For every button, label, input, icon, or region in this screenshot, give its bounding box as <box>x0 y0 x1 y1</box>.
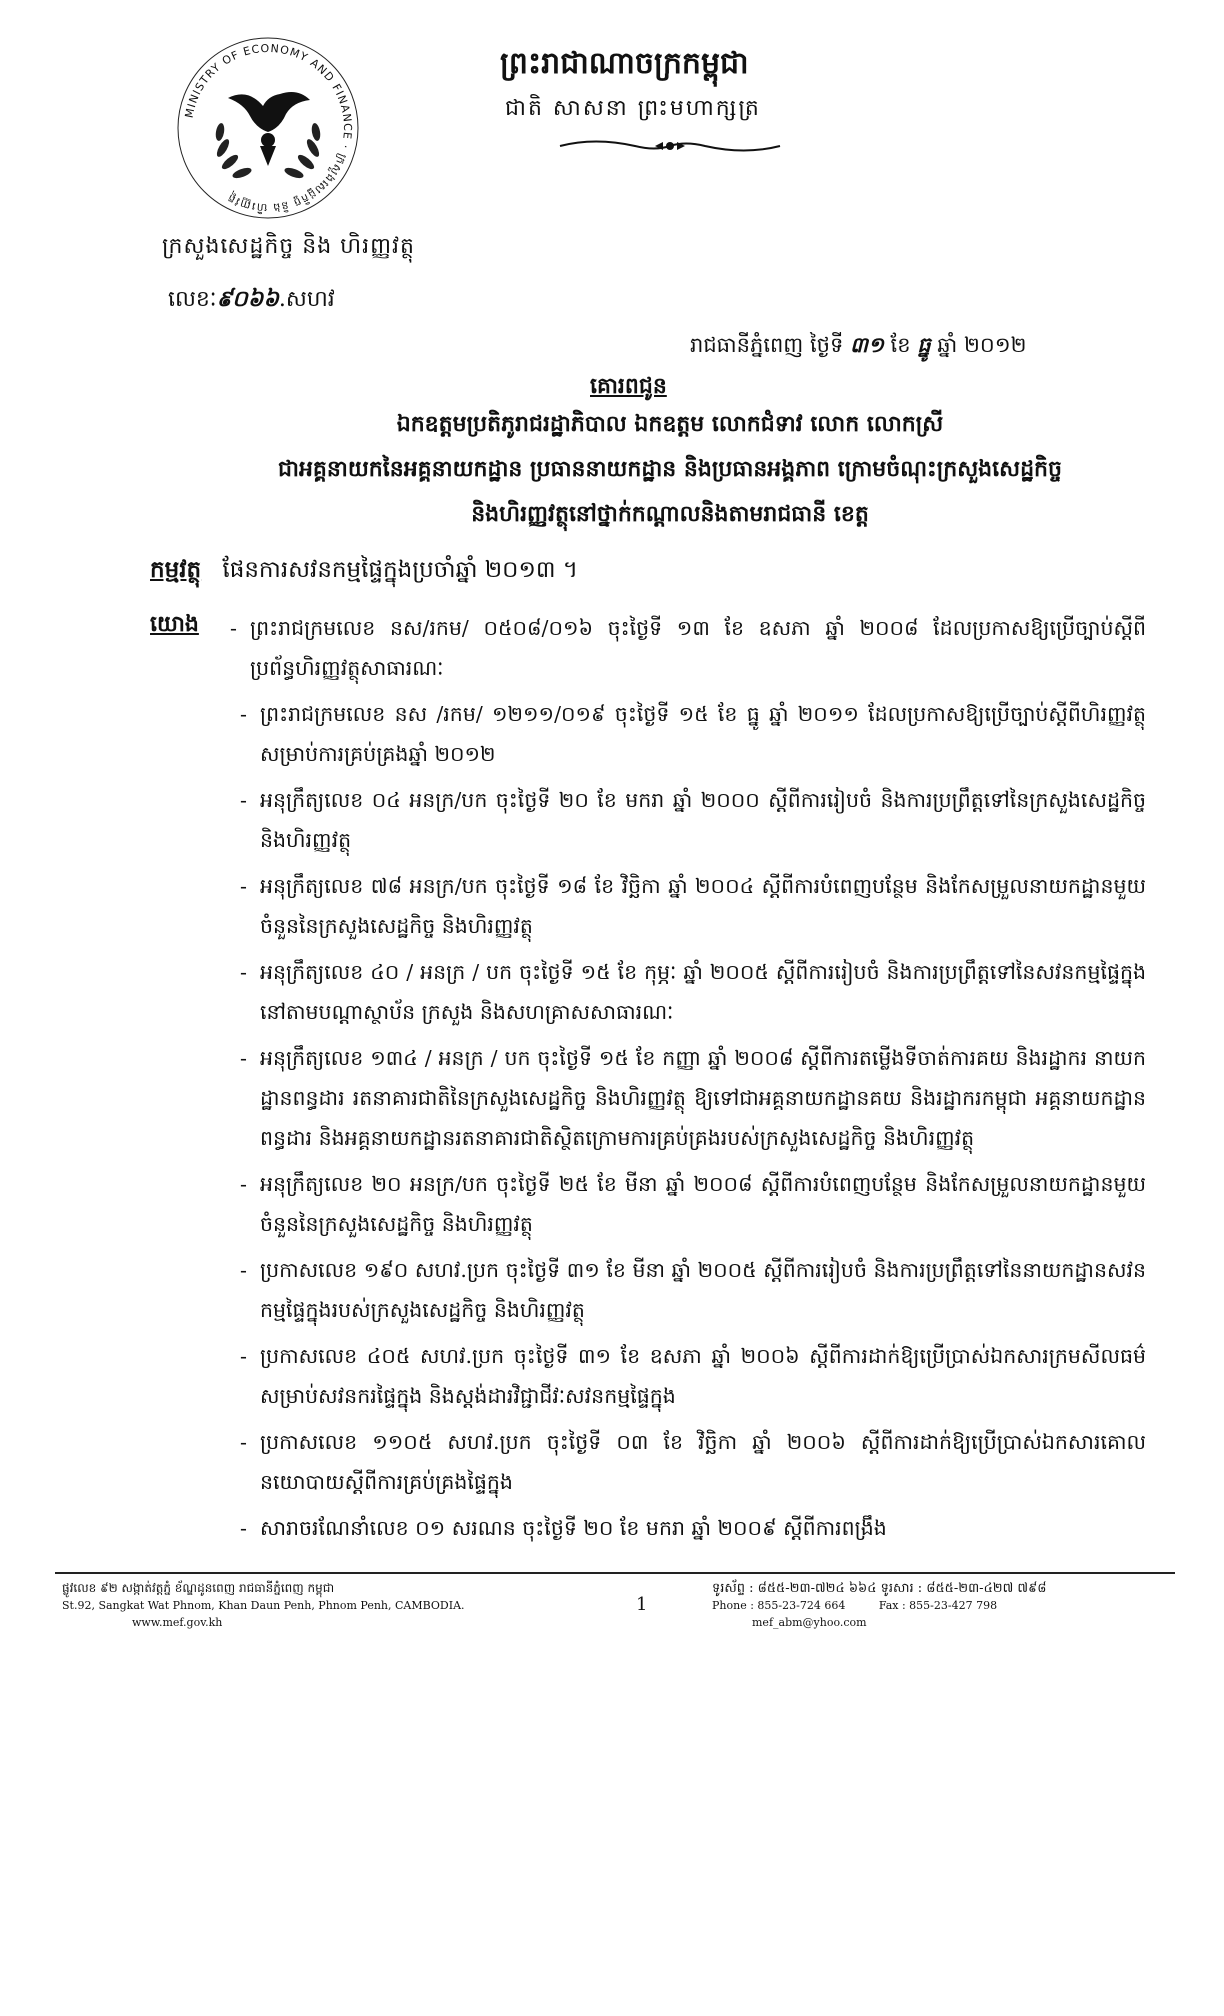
emblem-seal-icon <box>168 28 368 228</box>
recipient-line-3: និងហិរញ្ញវត្ថុនៅថ្នាក់កណ្តាលនិងតាមរាជធានី ខេត្ត <box>471 501 869 527</box>
date-day: ៣១ <box>850 332 884 357</box>
footer-address <box>62 1580 482 1631</box>
page-number: 1 <box>636 1594 648 1615</box>
reference-item: - អនុក្រឹត្យលេខ ៧៨ អនក្រ/បក ចុះថ្ងៃទី ១៨ ខែ វិច្ឆិកា ឆ្នាំ ២០០៤ ស្តីពីការបំពេញបន្ថែម និងកែសម្រួលនាយកដ្ឋានមួយចំនួននៃក្រសួងសេដ្ឋកិច្ច និងហិរញ្ញវត្ថុ <box>236 866 1146 946</box>
ministry-emblem <box>168 28 368 228</box>
reference-item: - ព្រះរាជក្រមលេខ នស/រកម/ ០៥០៨/០១៦ ចុះថ្ងៃទី ១៣ ខែ ឧសភា ឆ្នាំ ២០០៨ ដែលប្រកាសឱ្យប្រើច្បាប់ស្តីពីប្រព័ន្ធហិរញ្ញវត្ថុសាធារណៈ <box>226 608 1146 688</box>
reference-item: - អនុក្រឹត្យលេខ ១៣៤ / អនក្រ / បក ចុះថ្ងៃទី ១៥ ខែ កញ្ញា ឆ្នាំ ២០០៨ ស្តីពីការតម្លើងទីចាត់ការគយ និងរដ្ឋាករ នាយកដ្ឋានពន្ធដារ រតនាគារជាតិនៃក្រសួងសេដ្ឋកិច្ច និងហិរញ្ញវត្ថុ ឱ្យទៅជាអគ្គនាយកដ្ឋានគយ និងរដ្ឋាករកម្ពុជា អគ្គនាយកដ្ឋានពន្ធដារ និងអគ្គនាយកដ្ឋានរតនាគារជាតិស្ថិតក្រោមការគ្រប់គ្រងរបស់ក្រសួងសេដ្ឋកិច្ច និងហិរញ្ញវត្ថុ <box>236 1038 1146 1158</box>
date-year: ២០១២ <box>963 333 1027 357</box>
recipient-line-2: ជាអគ្គនាយកនៃអគ្គនាយកដ្ឋាន ប្រធាននាយកដ្ឋាន និងប្រធានអង្គភាព ក្រោមចំណុះក្រសួងសេដ្ឋកិច្ច <box>278 456 1062 482</box>
footer-address-en: St.92, Sangkat Wat Phnom, Khan Daun Penh, Phnom Penh, CAMBODIA. <box>62 1599 465 1612</box>
footer-fax-en: Fax : 855-23-427 798 <box>878 1599 998 1612</box>
footer-email: mef_abm@yhoo.com <box>752 1616 867 1629</box>
reference-item: - សារាចរណែនាំលេខ ០១ សរណន ចុះថ្ងៃទី ២០ ខែ មករា ឆ្នាំ ២០០៩ ស្តីពីការពង្រឹង <box>236 1508 1146 1548</box>
reference-item: - អនុក្រឹត្យលេខ ២០ អនក្រ/បក ចុះថ្ងៃទី ២៥ ខែ មីនា ឆ្នាំ ២០០៨ ស្តីពីការបំពេញបន្ថែម និងកែសម្រួលនាយកដ្ឋានមួយចំនួននៃក្រសួងសេដ្ឋកិច្ច និងហិរញ្ញវត្ថុ <box>236 1164 1146 1244</box>
footer-address-kh: ផ្លូវលេខ ៩២ សង្កាត់វត្តភ្នំ ខ័ណ្ឌដូនពេញ រាជធានីភ្នំពេញ កម្ពុជា <box>62 1581 335 1595</box>
subject-label: កម្មវត្ថុ <box>150 556 202 583</box>
national-motto: ជាតិ សាសនា ព្រះមហាក្សត្រ <box>505 96 761 121</box>
subject-text: ផែនការសវនកម្មផ្ទៃក្នុងប្រចាំឆ្នាំ ២០១៣ ។ <box>222 557 579 583</box>
reference-prefix: លេខៈ <box>168 287 217 312</box>
ministry-name: ក្រសួងសេដ្ឋកិច្ច និង ហិរញ្ញវត្ថុ <box>162 234 415 259</box>
reference-number <box>168 285 335 317</box>
reference-item: - ប្រកាសលេខ ១៩០ សហវ.ប្រក ចុះថ្ងៃទី ៣១ ខែ មីនា ឆ្នាំ ២០០៥ ស្តីពីការរៀបចំ និងការប្រព្រឹត្តទៅនៃនាយកដ្ឋានសវនកម្មផ្ទៃក្នុងរបស់ក្រសួងសេដ្ឋកិច្ច និងហិរញ្ញវត្ថុ <box>236 1250 1146 1330</box>
reference-suffix: .សហវ <box>278 287 335 312</box>
footer-phone-en: Phone : 855-23-724 664 <box>712 1599 846 1612</box>
reference-item: - អនុក្រឹត្យលេខ ៤០ / អនក្រ / បក ចុះថ្ងៃទី ១៥ ខែ កុម្ភៈ ឆ្នាំ ២០០៥ ស្តីពីការរៀបចំ និងការប្រព្រឹត្តទៅនៃសវនកម្មផ្ទៃក្នុងនៅតាមបណ្តាស្ថាប័ន ក្រសួង និងសហគ្រាសសាធារណៈ <box>236 952 1146 1032</box>
reference-item: - ប្រកាសលេខ ៤០៥ សហវ.ប្រក ចុះថ្ងៃទី ៣១ ខែ ឧសភា ឆ្នាំ ២០០៦ ស្តីពីការដាក់ឱ្យប្រើប្រាស់ឯកសារក្រមសីលធម៌សម្រាប់សវនករផ្ទៃក្នុង និងស្តង់ដារវិជ្ជាជីវៈសវនកម្មផ្ទៃក្នុង <box>236 1336 1146 1416</box>
footer-divider <box>55 1572 1175 1574</box>
reference-item: - ព្រះរាជក្រមលេខ នស /រកម/ ១២១១/០១៩ ចុះថ្ងៃទី ១៥ ខែ ធ្នូ ឆ្នាំ ២០១១ ដែលប្រកាសឱ្យប្រើច្បាប់ស្តីពីហិរញ្ញវត្ថុសម្រាប់ការគ្រប់គ្រងឆ្នាំ ២០១២ <box>236 694 1146 774</box>
footer-contact <box>712 1580 1172 1631</box>
reference-item: - អនុក្រឹត្យលេខ ០៤ អនក្រ/បក ចុះថ្ងៃទី ២០ ខែ មករា ឆ្នាំ ២០០០ ស្តីពីការរៀបចំ និងការប្រព្រឹត្តទៅនៃក្រសួងសេដ្ឋកិច្ច និងហិរញ្ញវត្ថុ <box>236 780 1146 860</box>
salutation: គោរពជូន <box>590 373 667 399</box>
date-month: ធ្នូ <box>917 332 931 357</box>
recipient-line-1: ឯកឧត្តមប្រតិភូរាជរដ្ឋាភិបាល ឯកឧត្តម លោកជំទាវ លោក លោកស្រី <box>396 411 944 437</box>
subject-line <box>150 556 578 589</box>
date-place: រាជធានីភ្នំពេញ ថ្ងៃទី <box>690 333 844 357</box>
reference-number-handwritten: ៩០៦៦ <box>216 286 279 312</box>
date-year-label: ឆ្នាំ <box>937 333 958 357</box>
footer-website: www.mef.gov.kh <box>132 1616 223 1629</box>
svg-text:MINISTRY OF ECONOMY AND FINANC: MINISTRY OF ECONOMY AND FINANCE · ក្រសួងសេដ្ឋកិច្ច និង ហិរញ្ញវត្ថុ <box>182 41 355 215</box>
reference-item: - ប្រកាសលេខ ១១០៥ សហវ.ប្រក ចុះថ្ងៃទី ០៣ ខែ វិច្ឆិកា ឆ្នាំ ២០០៦ ស្តីពីការដាក់ឱ្យប្រើប្រាស់ឯកសារគោលនយោបាយស្តីពីការគ្រប់គ្រងផ្ទៃក្នុង <box>236 1422 1146 1502</box>
date-month-label: ខែ <box>890 333 911 357</box>
kingdom-title: ព្រះរាជាណាចក្រកម្ពុជា <box>500 46 749 81</box>
date-line <box>690 332 1027 363</box>
ornament-divider-icon <box>555 135 785 157</box>
references-label: យោង <box>150 611 199 637</box>
references-list <box>226 608 1146 1554</box>
footer-phone-kh: ទូរស័ព្ទ : ៨៥៥-២៣-៧២៤ ៦៦៤ ទូរសារ : ៨៥៥-២៣-៤២៧ ៧៩៨ <box>712 1581 1047 1596</box>
